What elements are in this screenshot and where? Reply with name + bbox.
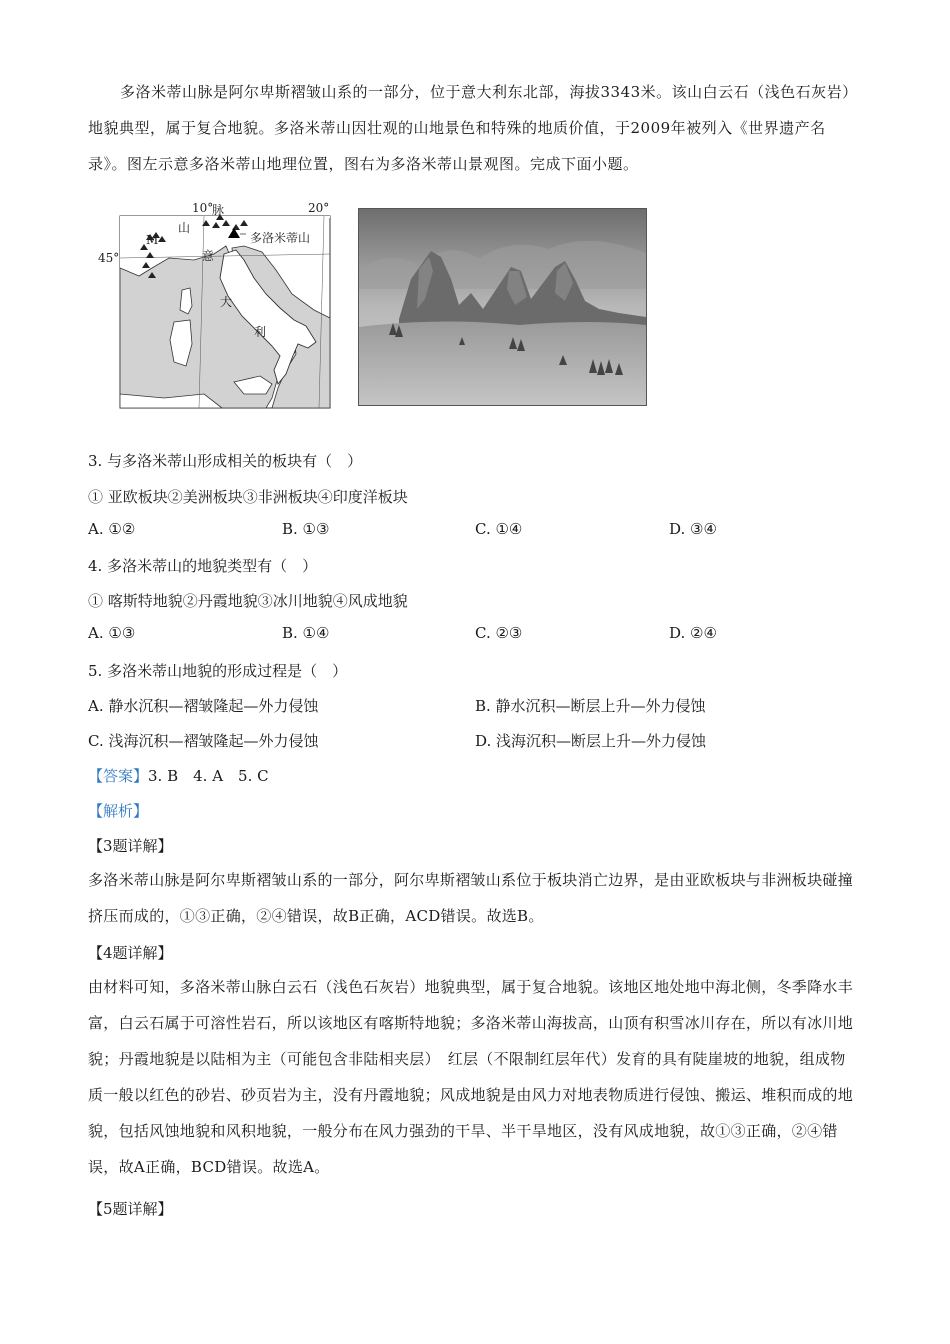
label-li: 利 [254,325,267,339]
label-m: M [146,233,159,247]
q3-option-c[interactable]: C. ①④ [475,520,523,538]
q4-items: ① 喀斯特地貌②丹霞地貌③冰川地貌④风成地貌 [88,592,408,610]
lon-20-label: 20° [308,201,330,215]
answer-text: 3. B 4. A 5. C [148,767,269,785]
meadow [359,321,646,405]
detail-5-title: 【5题详解】 [88,1200,173,1218]
answer-line [88,765,269,786]
q4-option-a[interactable]: A. ①③ [88,624,136,642]
q4-stem: 4. 多洛米蒂山的地貌类型有（ ） [88,557,318,575]
lon-10-label: 10° [192,201,214,215]
label-shan: 山 [178,221,191,235]
q5-option-b[interactable]: B. 静水沉积—断层上升—外力侵蚀 [475,697,706,715]
label-da: 大 [220,295,233,309]
label-yi: 意 [202,249,215,263]
q3-option-b[interactable]: B. ①③ [282,520,330,538]
q5-option-d[interactable]: D. 浅海沉积—断层上升—外力侵蚀 [475,732,707,750]
q3-option-a[interactable]: A. ①② [88,520,136,538]
q4-option-d[interactable]: D. ②④ [669,624,717,642]
lat-45-label: 45° [98,251,120,265]
q4-option-b[interactable]: B. ①④ [282,624,330,642]
detail-4-text: 由材料可知，多洛米蒂山脉白云石（浅色石灰岩）地貌典型，属于复合地貌。该地区地处地中海北侧，冬季降水丰富，白云石属于可溶性岩石，所以该地区有喀斯特地貌；多洛米蒂山海拔高，山顶有积雪冰川存在，所以有冰川地貌；丹霞地貌是以陆相为主（可能包含非陆相夹层） 红层（不限制红层年代）发育的具有陡崖坡的地貌，组成物质一般以红色的砂岩、砂页岩为主，没有丹霞地貌；风成地貌是由风力对地表物质进行侵蚀、搬运、堆积而成的地貌，包括风蚀地貌和风积地貌，一般分布在风力强劲的干旱、半干旱地区，没有风成地貌，故①③正确，②④错误，故A正确，BCD错误。故选A。 [88,978,854,1176]
q5-option-c[interactable]: C. 浅海沉积—褶皱隆起—外力侵蚀 [88,732,319,750]
label-dolomites: 多洛米蒂山 [250,231,311,245]
location-map [94,198,334,413]
q5-stem: 5. 多洛米蒂山地貌的形成过程是（ ） [88,662,348,680]
landscape-photo [358,208,647,406]
detail-4-title: 【4题详解】 [88,944,173,962]
q3-stem: 3. 与多洛米蒂山形成相关的板块有（ ） [88,452,363,470]
analysis-tag: 【解析】 [88,802,149,820]
label-mai: 脉 [212,203,225,217]
detail-3-text: 多洛米蒂山脉是阿尔卑斯褶皱山系的一部分，阿尔卑斯褶皱山系位于板块消亡边界，是由亚欧板块与非洲板块碰撞挤压而成的，①③正确，②④错误，故B正确，ACD错误。故选B。 [88,871,854,925]
q3-items: ① 亚欧板块②美洲板块③非洲板块④印度洋板块 [88,488,408,506]
intro-paragraph: 多洛米蒂山脉是阿尔卑斯褶皱山系的一部分，位于意大利东北部，海拔3343米。该山白云石（浅色石灰岩）地貌典型，属于复合地貌。多洛米蒂山因壮观的山地景色和特殊的地质价值，于2009年被列入《世界遗产名录》。图左示意多洛米蒂山地理位置，图右为多洛米蒂山景观图。完成下面小题。 [88,83,858,173]
answer-tag: 【答案】 [88,767,149,785]
q5-option-a[interactable]: A. 静水沉积—褶皱隆起—外力侵蚀 [88,697,319,715]
q4-option-c[interactable]: C. ②③ [475,624,523,642]
corsica-island [180,288,192,314]
q3-option-d[interactable]: D. ③④ [669,520,717,538]
detail-3-title: 【3题详解】 [88,837,173,855]
